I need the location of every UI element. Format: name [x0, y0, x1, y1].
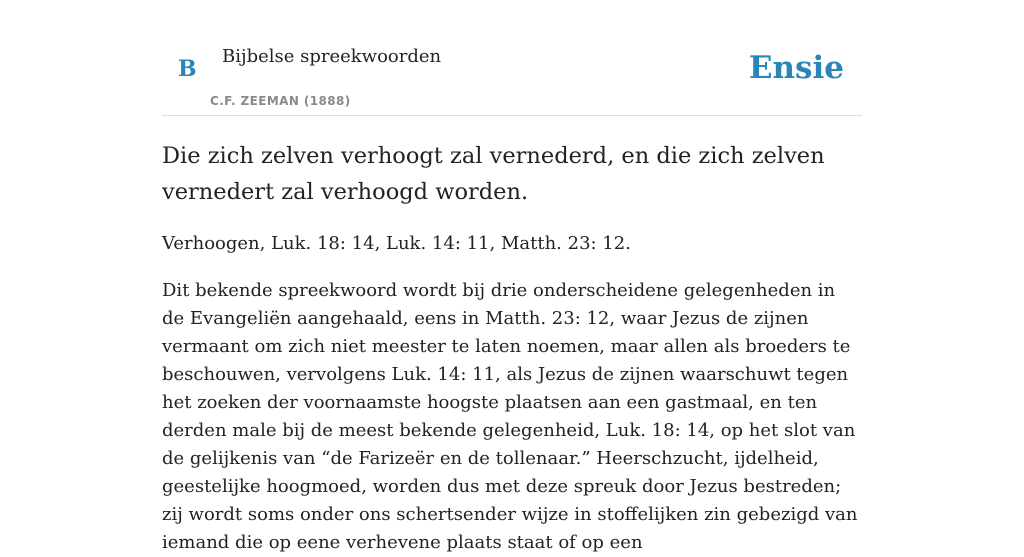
entry-content — [162, 138, 862, 557]
entry-title: Die zich zelven verhoogt zal vernederd, en die zich zelven vernedert zal verhoogd worden. — [162, 143, 825, 205]
letter-badge[interactable]: B — [178, 56, 197, 82]
book-title[interactable]: Bijbelse spreekwoorden — [222, 46, 442, 67]
entry-reference: Verhoogen, Luk. 18: 14, Luk. 14: 11, Matth. 23: 12. — [162, 233, 631, 254]
header — [162, 0, 862, 116]
book-author: C.F. ZEEMAN (1888) — [210, 94, 351, 108]
ensie-logo[interactable]: Ensie — [748, 50, 844, 86]
entry-body: Dit bekende spreekwoord wordt bij drie onderscheidene gelegenheden in de Evangeliën aangehaald, eens in Matth. 23: 12, waar Jezus de zijnen vermaant om zich niet meester te laten noemen, maar allen als broeders te beschouwen, vervolgens Luk. 14: 11, als Jezus de zijnen waarschuwt tegen het zoeken der voornaamste hoogste plaatsen aan een gastmaal, en ten derden male bij de meest bekende gelegenheid, Luk. 18: 14, op het slot van de gelijkenis van “de Farizeër en de tollenaar.” Heerschzucht, ijdelheid, geestelijke hoogmoed, worden dus met deze spreuk door Jezus bestreden; zij wordt soms onder ons schertsender wijze in stoffelijken zin gebezigd van iemand die op eene verhevene plaats staat of op een — [162, 280, 858, 553]
